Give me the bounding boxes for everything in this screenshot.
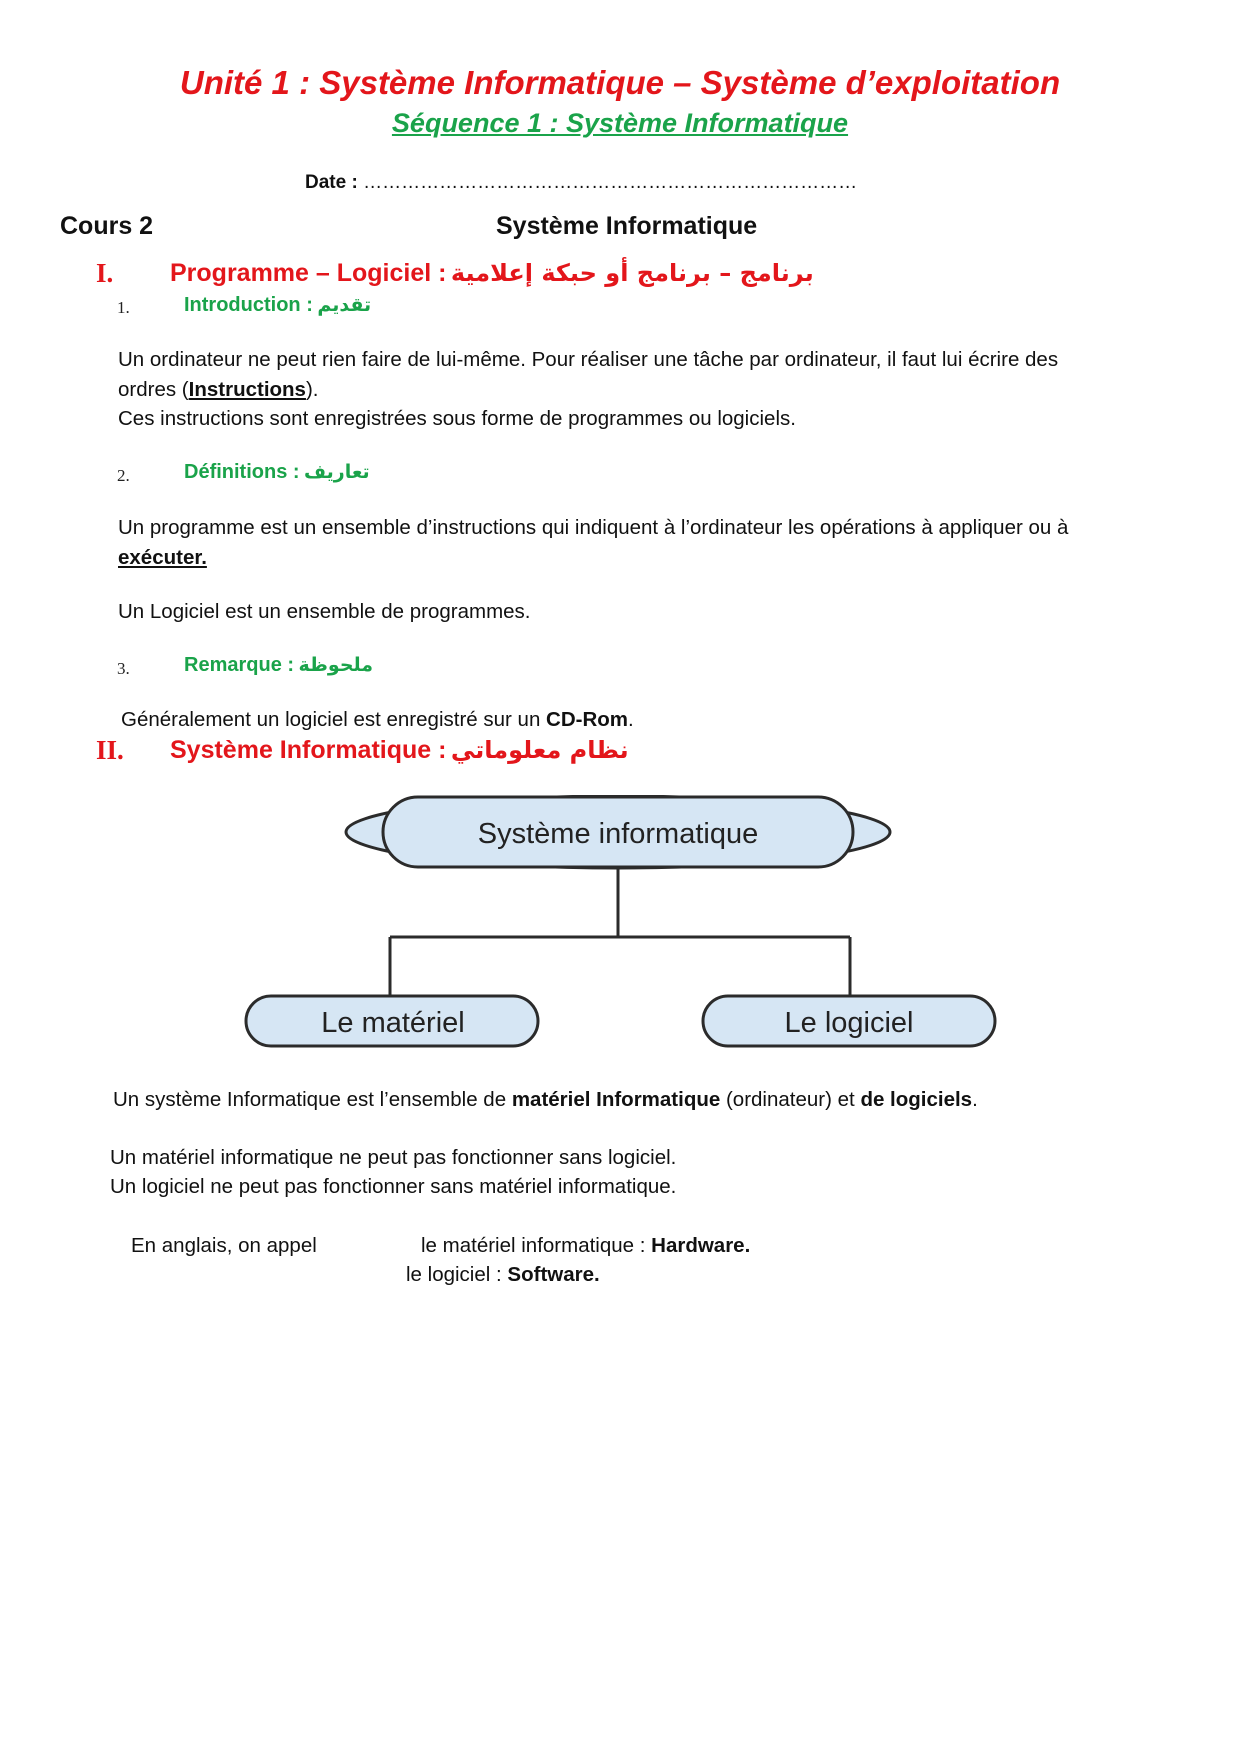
english-software — [406, 1260, 600, 1290]
sub3-heading — [184, 654, 373, 677]
date-label: Date : — [305, 172, 358, 193]
system-def-before: Un système Informatique est l’ensemble de — [113, 1088, 512, 1111]
sub2-heading — [184, 461, 370, 484]
remark-cdrom: CD-Rom — [546, 708, 629, 731]
sub2-title: Définitions : — [184, 461, 300, 483]
intro-instructions: Instructions — [188, 378, 306, 401]
section2-title-row — [170, 736, 629, 765]
sub1-number: 1. — [117, 298, 130, 317]
english-hardware-before: le matériel informatique : — [421, 1234, 652, 1257]
def-logiciel: Un Logiciel est un ensemble de programmes. — [118, 600, 531, 623]
section2-heading — [96, 735, 124, 766]
system-def-mid: (ordinateur) et — [720, 1088, 861, 1111]
system-diagram — [238, 795, 1013, 1055]
english-hardware — [421, 1231, 750, 1261]
sub1-number-wrap — [117, 298, 130, 318]
course-title: Système Informatique — [496, 212, 758, 240]
course-label: Cours 2 — [60, 212, 154, 240]
sub3-title: Remarque : — [184, 654, 295, 676]
date-line — [305, 172, 857, 194]
sub1-title-ar: تقديم — [317, 294, 372, 316]
section1-title: Programme – Logiciel : — [170, 259, 447, 287]
section1-number: I. — [96, 258, 114, 288]
unit-title: Unité 1 : Système Informatique – Système d’exploitation — [179, 64, 1061, 101]
def-line1: Un programme est un ensemble d’instructions qui indiquent à l’ordinateur les opérations à appliquer ou à — [118, 516, 1069, 539]
english-hardware-term: Hardware. — [651, 1234, 751, 1257]
sub1-heading — [184, 294, 371, 317]
remark-line — [121, 705, 634, 735]
english-intro: En anglais, on appel — [131, 1234, 317, 1257]
sequence-title: Séquence 1 : Système Informatique — [391, 108, 849, 138]
sub3-title-ar: ملحوظة — [298, 654, 374, 676]
hardware-needs-software: Un matériel informatique ne peut pas fonctionner sans logiciel. — [110, 1146, 677, 1169]
system-def-bold1: matériel Informatique — [511, 1088, 721, 1111]
section2-title: Système Informatique : — [170, 736, 447, 764]
sub2-title-ar: تعاريف — [304, 461, 370, 483]
sub1-title: Introduction : — [184, 294, 313, 316]
section1-title-row — [170, 259, 814, 288]
sub3-number: 3. — [117, 659, 130, 678]
intro-line1: Un ordinateur ne peut rien faire de lui-même. Pour réaliser une tâche par ordinateur, il faut lui écrire des — [118, 348, 1059, 371]
right-node-label: Le logiciel — [784, 1007, 914, 1039]
def-line2 — [118, 543, 207, 573]
def-executer: exécuter. — [118, 546, 207, 569]
left-node-label: Le matériel — [321, 1007, 465, 1039]
english-software-term: Software. — [507, 1263, 600, 1286]
intro-line2-after: ). — [305, 378, 319, 401]
section2-title-ar: نظام معلوماتي — [450, 736, 629, 764]
section1-title-ar: برنامج – برنامج أو حبكة إعلامية — [450, 259, 814, 287]
sub3-number-wrap — [117, 659, 130, 679]
sub2-number: 2. — [117, 466, 130, 485]
date-dots: …………………………………………………………………… — [363, 172, 858, 193]
remark-before: Généralement un logiciel est enregistré sur un — [121, 708, 547, 731]
intro-line2 — [118, 375, 319, 405]
system-def-bold2: de logiciels — [860, 1088, 973, 1111]
software-needs-hardware: Un logiciel ne peut pas fonctionner sans matériel informatique. — [110, 1175, 677, 1198]
sub2-number-wrap — [117, 466, 130, 486]
system-def-line — [113, 1085, 978, 1115]
intro-line3: Ces instructions sont enregistrées sous forme de programmes ou logiciels. — [118, 407, 796, 430]
section2-number: II. — [96, 735, 124, 765]
section1-heading — [96, 258, 113, 289]
root-node-label: Système informatique — [477, 818, 759, 850]
remark-after: . — [628, 708, 634, 731]
english-software-before: le logiciel : — [406, 1263, 508, 1286]
intro-line2-before: ordres ( — [118, 378, 189, 401]
system-def-after: . — [972, 1088, 978, 1111]
